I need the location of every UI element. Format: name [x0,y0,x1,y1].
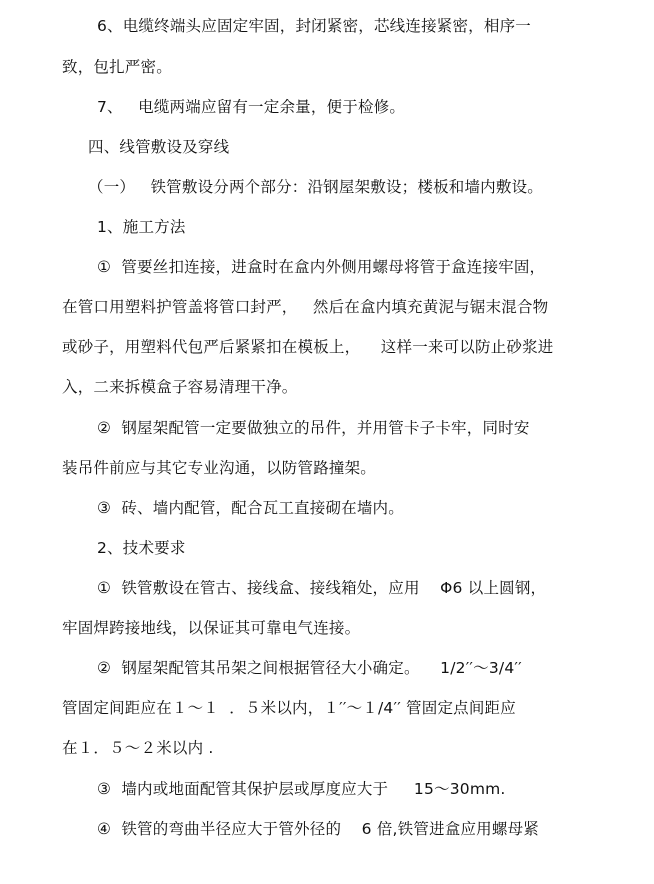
text-line: ④ 铁管的弯曲半径应大于管外径的 6 倍,铁管进盒应用螺母紧 [97,820,539,838]
text-line: ② 钢屋架配管其吊架之间根据管径大小确定。 1/2′′～3/4′′ [97,659,522,677]
section-heading: 四、线管敷设及穿线 [88,138,230,156]
text-line: ① 铁管敷设在管古、接线盒、接线箱处，应用 Φ6 以上圆钢， [97,579,547,597]
text-line: ③ 砖、墙内配管，配合瓦工直接砌在墙内。 [97,499,404,517]
subsection-heading: 2、技术要求 [97,539,186,557]
text-line: ② 钢屋架配管一定要做独立的吊件，并用管卡子卡牢，同时安 [97,419,530,437]
text-line: 致，包扎严密。 [62,58,172,76]
text-line: （一） 铁管敷设分两个部分：沿钢屋架敷设；楼板和墙内敷设。 [88,178,543,196]
text-line: 6、电缆终端头应固定牢固，封闭紧密，芯线连接紧密，相序一 [97,17,531,35]
text-line: 或砂子，用塑料代包严后紧紧扣在模板上， 这样一来可以防止砂浆进 [62,338,554,356]
text-line: 在管口用塑料护管盖将管口封严， 然后在盒内填充黄泥与锯末混合物 [62,298,549,316]
text-line: 7、 电缆两端应留有一定余量，便于检修。 [97,98,406,116]
text-line: 装吊件前应与其它专业沟通，以防管路撞架。 [62,459,377,477]
subsection-heading: 1、施工方法 [97,218,186,236]
text-line: 牢固焊跨接地线，以保证其可靠电气连接。 [62,619,361,637]
text-line: ③ 墙内或地面配管其保护层或厚度应大于 15～30mm. [97,780,506,798]
text-line: 在１．５～２米以内 . [62,739,214,757]
text-line: 入，二来拆模盒子容易清理干净。 [62,378,298,396]
text-line: 管固定间距应在１～１ ．５米以内，１′′～１/4′′ 管固定点间距应 [62,699,516,717]
text-line: ① 管要丝扣连接，进盒时在盒内外侧用螺母将管于盒连接牢固， [97,258,546,276]
